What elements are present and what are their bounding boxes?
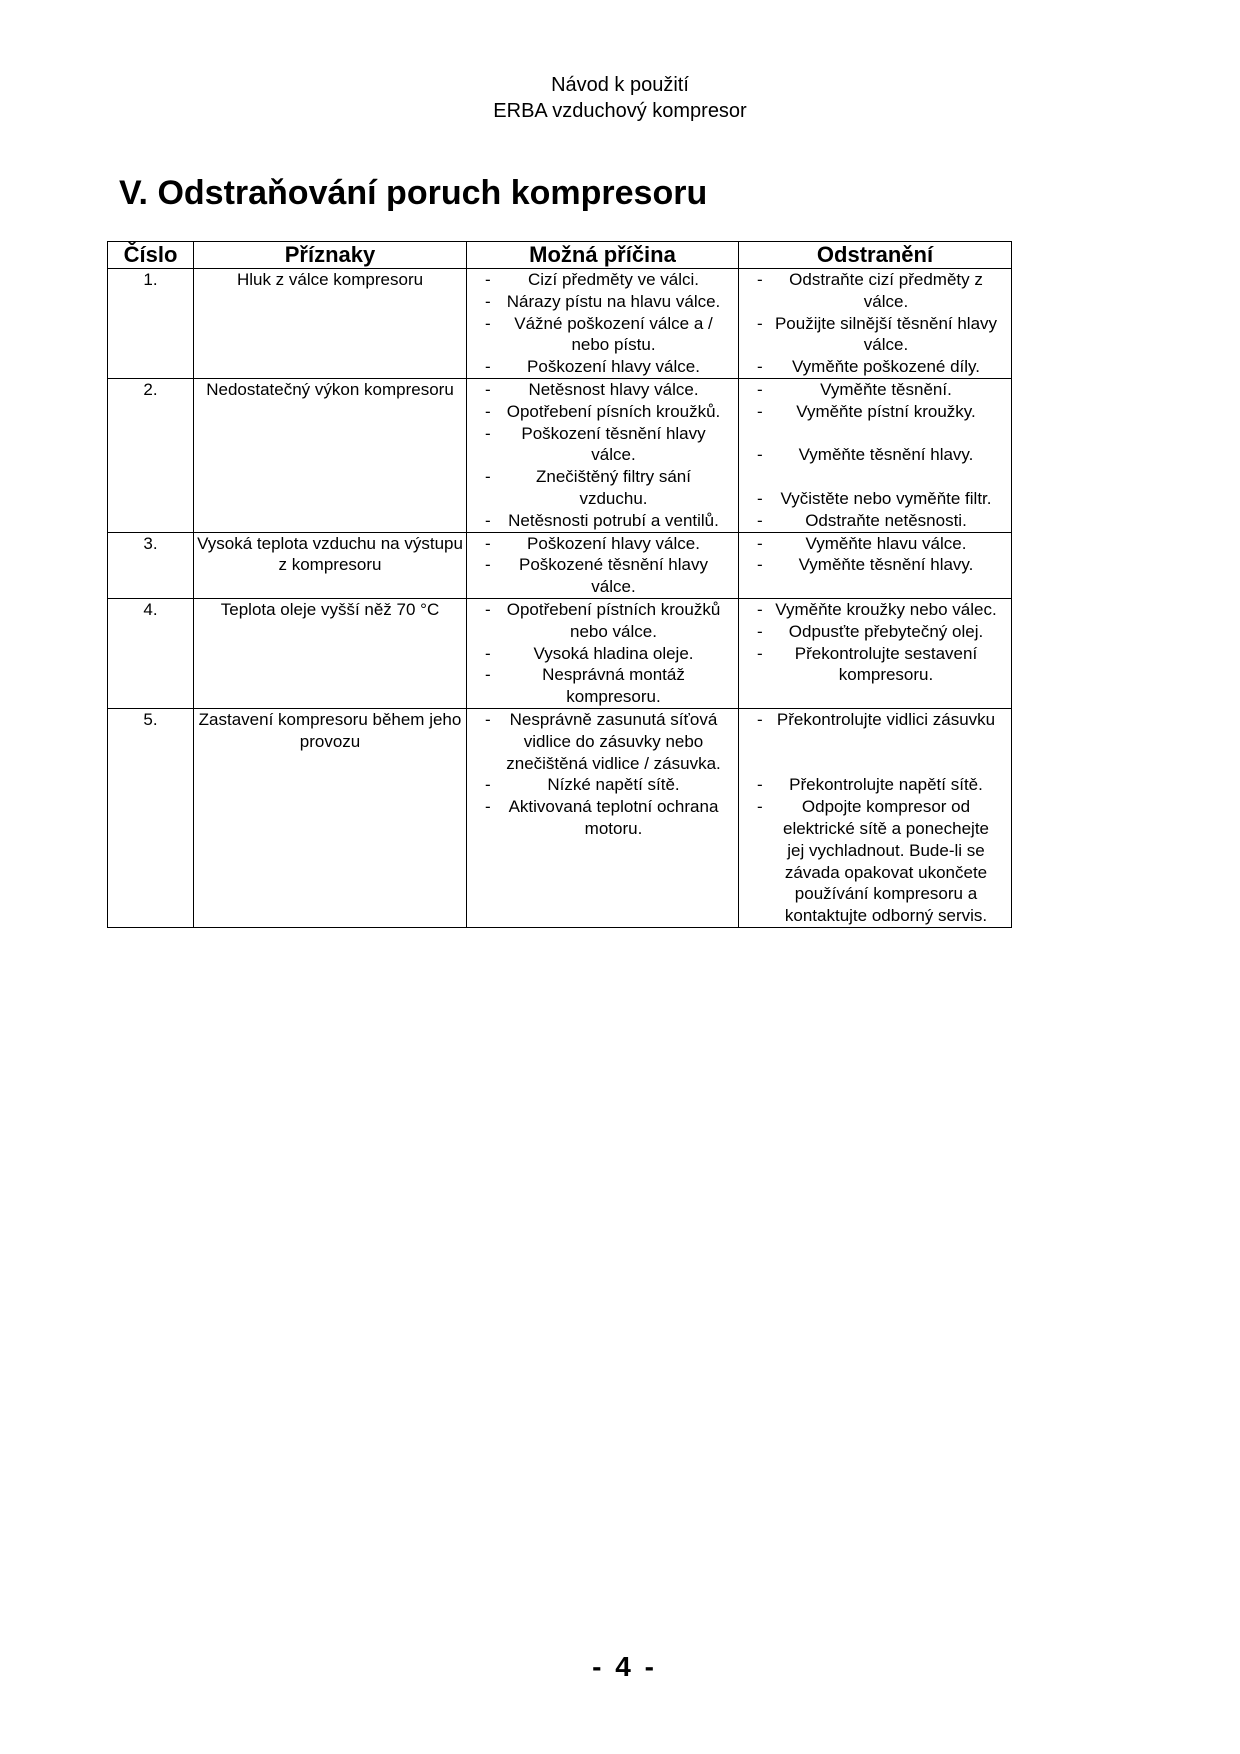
cause-item: - Opotřebení pístních kroužků nebo válce. — [485, 599, 721, 641]
cause-item: - Aktivovaná teplotní ochrana motoru. — [485, 797, 719, 838]
troubleshooting-table — [107, 241, 1012, 928]
table-row — [108, 269, 1012, 379]
header-line-1: Návod k použití — [551, 74, 689, 96]
cause-item: - Poškozené těsnění hlavy válce. — [485, 555, 708, 597]
remedy-item: - Vyměňte těsnění hlavy. — [757, 445, 974, 465]
spacer — [739, 423, 1011, 445]
cause-item: - Poškození hlavy válce. — [485, 357, 700, 377]
page-number-value: 4 — [615, 1651, 631, 1682]
row-causes — [467, 532, 739, 598]
page-number-dash-left: - — [592, 1651, 602, 1682]
remedy-item: - Odstraňte netěsnosti. — [757, 510, 967, 530]
row-symptom: Vysoká teplota vzduchu na výstupu z kompresoru — [194, 532, 467, 598]
remedy-item: - Odstraňte cizí předměty z válce. — [757, 270, 983, 311]
row-symptom: Zastavení kompresoru během jeho provozu — [194, 708, 467, 927]
row-number: 1. — [108, 269, 194, 379]
remedy-item: - Vyměňte hlavu válce. — [757, 533, 967, 553]
remedy-item: - Překontrolujte napětí sítě. — [757, 775, 983, 795]
section-title: V. Odstraňování poruch kompresoru — [119, 174, 708, 212]
cause-item: - Nízké napětí sítě. — [485, 775, 680, 795]
row-number: 5. — [108, 708, 194, 927]
row-causes — [467, 378, 739, 532]
row-remedies — [739, 598, 1012, 708]
page-number-dash-right: - — [644, 1651, 654, 1682]
table-row — [108, 598, 1012, 708]
spacer — [739, 753, 1011, 775]
row-symptom: Hluk z válce kompresoru — [194, 269, 467, 379]
table-row — [108, 708, 1012, 927]
remedy-item: - Překontrolujte vidlici zásuvku — [757, 709, 996, 729]
row-causes — [467, 269, 739, 379]
row-remedies — [739, 269, 1012, 379]
table-row — [108, 532, 1012, 598]
cause-item: - Nárazy pístu na hlavu válce. — [485, 291, 721, 311]
cause-item: - Poškození hlavy válce. — [485, 533, 700, 553]
remedy-item: - Odpojte kompresor od elektrické sítě a ponechejte jej vychladnout. Bude-li se závada opakovat ukončete používání kompresoru a kontaktujte odborný servis. — [757, 797, 989, 926]
row-symptom: Nedostatečný výkon kompresoru — [194, 378, 467, 532]
row-causes — [467, 598, 739, 708]
document-header — [0, 72, 1240, 124]
cause-item: - Cizí předměty ve válci. — [485, 270, 699, 289]
remedy-item: - Odpusťte přebytečný olej. — [757, 621, 984, 641]
column-header-causes: Možná příčina — [467, 242, 739, 269]
remedy-item: - Použijte silnější těsnění hlavy válce. — [757, 313, 998, 355]
remedy-item: - Překontrolujte sestavení kompresoru. — [757, 643, 978, 685]
table-header-row — [108, 242, 1012, 269]
remedy-item: - Vyměňte těsnění hlavy. — [757, 555, 974, 575]
spacer — [739, 731, 1011, 753]
table-row — [108, 378, 1012, 532]
remedy-item: - Vyčistěte nebo vyměňte filtr. — [757, 488, 992, 508]
page-number — [0, 1651, 1240, 1683]
cause-item: - Nesprávně zasunutá síťová vidlice do zásuvky nebo znečištěná vidlice / zásuvka. — [485, 709, 721, 773]
column-header-symptoms: Příznaky — [194, 242, 467, 269]
cause-item: - Netěsnosti potrubí a ventilů. — [485, 510, 719, 530]
remedy-item: - Vyměňte těsnění. — [757, 379, 952, 399]
cause-item: - Znečištěný filtry sání vzduchu. — [485, 467, 691, 508]
header-line-2: ERBA vzduchový kompresor — [493, 100, 747, 122]
cause-item: - Netěsnost hlavy válce. — [485, 379, 699, 399]
row-number: 2. — [108, 378, 194, 532]
column-header-remedies: Odstranění — [739, 242, 1012, 269]
cause-item: - Poškození těsnění hlavy válce. — [485, 423, 706, 465]
cause-item: - Vážné poškození válce a / nebo pístu. — [485, 313, 713, 355]
row-causes — [467, 708, 739, 927]
remedy-item: - Vyměňte kroužky nebo válec. — [757, 599, 997, 619]
remedy-item: - Vyměňte pístní kroužky. — [757, 401, 976, 421]
cause-item: - Opotřebení písních kroužků. — [485, 401, 721, 421]
spacer — [739, 466, 1011, 488]
cause-item: - Vysoká hladina oleje. — [485, 643, 694, 663]
column-header-number: Číslo — [108, 242, 194, 269]
row-remedies — [739, 532, 1012, 598]
row-remedies — [739, 378, 1012, 532]
row-number: 4. — [108, 598, 194, 708]
row-remedies — [739, 708, 1012, 927]
cause-item: - Nesprávná montáž kompresoru. — [485, 665, 685, 707]
row-symptom: Teplota oleje vyšší něž 70 °C — [194, 598, 467, 708]
remedy-item: - Vyměňte poškozené díly. — [757, 357, 981, 377]
row-number: 3. — [108, 532, 194, 598]
